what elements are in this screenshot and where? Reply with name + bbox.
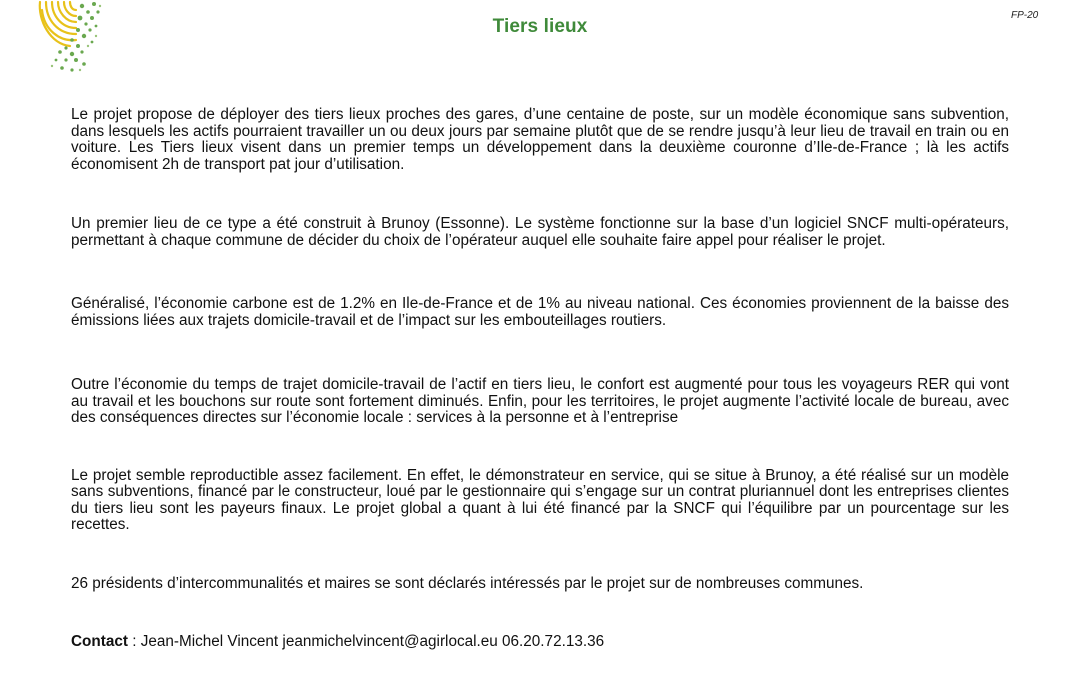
paragraph: Un premier lieu de ce type a été construit à Brunoy (Essonne). Le système fonctionne sur la base d’un logiciel SNCF multi-opérateurs, permettant à chaque commune de décider du choix de l’opérateur auquel elle souhaite faire appel pour réaliser le projet. <box>71 215 1009 249</box>
contact-label: Contact <box>71 633 128 650</box>
contact-phone: 06.20.72.13.36 <box>502 633 605 650</box>
document-reference: FP-20 <box>1011 10 1039 21</box>
contact-email: jeanmichelvincent@agirlocal.eu <box>282 633 498 650</box>
paragraph: Le projet propose de déployer des tiers lieux proches des gares, d’une centaine de poste, sur un modèle économique sans subvention, dans lesquels les actifs pourraient travailler un ou deux jours par semaine plutôt que de se rendre jusqu’à leur lieu de travail en train ou en voiture. Les Tiers lieux visent dans un premier temps un développement dans la deuxième couronne d’Ile-de-France ; là les actifs économisent 2h de transport pat jour d’utilisation. <box>71 106 1009 173</box>
document-body <box>71 107 1009 651</box>
paragraph: 26 présidents d’intercommunalités et maires se sont déclarés intéressés par le projet sur de nombreuses communes. <box>71 574 864 592</box>
paragraph: Outre l’économie du temps de trajet domicile-travail de l’actif en tiers lieu, le confort est augmenté pour tous les voyageurs RER qui vont au travail et les bouchons sur route sont fortement diminués. Enfin, pour les territoires, le projet augmente l’activité locale de bureau, avec des conséquences directes sur l’économie locale : services à la personne et à l’entreprise <box>71 376 1009 426</box>
contact-separator: : <box>127 633 141 650</box>
page-title: Tiers lieux <box>492 16 588 37</box>
paragraph: Le projet semble reproductible assez facilement. En effet, le démonstrateur en service, qui se situe à Brunoy, a été réalisé sur un modèle sans subventions, financé par le constructeur, loué par le gestionnaire qui s’engage sur un contrat pluriannuel dont les entreprises clientes du tiers lieu sont les payeurs finaux. Le projet global a quant à lui été financé par la SNCF qui l’équilibre par un pourcentage sur les recettes. <box>71 466 1009 533</box>
fingerprint-leaves-logo <box>36 0 136 80</box>
paragraph: Généralisé, l’économie carbone est de 1.2% en Ile-de-France et de 1% au niveau national. Ces économies proviennent de la baisse des émissions liées aux trajets domicile-travail et de l’impact sur les embouteillages routiers. <box>71 295 1009 329</box>
contact-line <box>71 634 1009 651</box>
contact-name: Jean-Michel Vincent <box>140 633 279 650</box>
